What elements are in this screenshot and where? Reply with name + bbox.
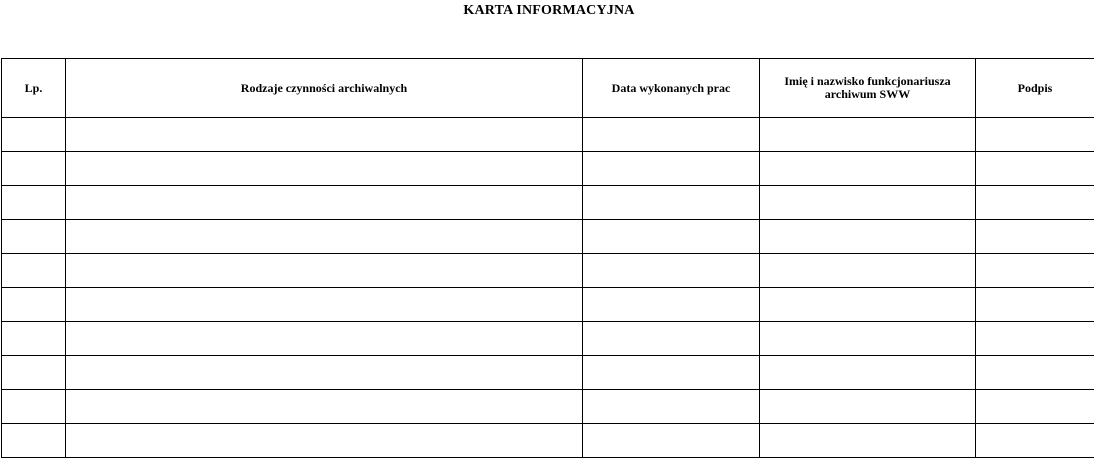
cell-work-date[interactable] bbox=[583, 118, 760, 152]
cell-activity-type[interactable] bbox=[66, 186, 583, 220]
cell-activity-type[interactable] bbox=[66, 288, 583, 322]
cell-officer-name[interactable] bbox=[760, 186, 976, 220]
table-row bbox=[2, 356, 1094, 390]
cell-work-date[interactable] bbox=[583, 220, 760, 254]
cell-signature[interactable] bbox=[976, 424, 1094, 458]
header-lp: Lp. bbox=[2, 59, 66, 118]
header-signature: Podpis bbox=[976, 59, 1094, 118]
cell-signature[interactable] bbox=[976, 152, 1094, 186]
cell-lp[interactable] bbox=[2, 152, 66, 186]
cell-activity-type[interactable] bbox=[66, 220, 583, 254]
cell-officer-name[interactable] bbox=[760, 220, 976, 254]
cell-lp[interactable] bbox=[2, 390, 66, 424]
cell-officer-name[interactable] bbox=[760, 424, 976, 458]
cell-activity-type[interactable] bbox=[66, 118, 583, 152]
cell-lp[interactable] bbox=[2, 288, 66, 322]
cell-officer-name[interactable] bbox=[760, 322, 976, 356]
cell-officer-name[interactable] bbox=[760, 254, 976, 288]
table-row bbox=[2, 322, 1094, 356]
cell-lp[interactable] bbox=[2, 254, 66, 288]
table-row bbox=[2, 390, 1094, 424]
table-row bbox=[2, 288, 1094, 322]
header-work-date: Data wykonanych prac bbox=[583, 59, 760, 118]
cell-signature[interactable] bbox=[976, 288, 1094, 322]
cell-signature[interactable] bbox=[976, 390, 1094, 424]
cell-work-date[interactable] bbox=[583, 152, 760, 186]
cell-signature[interactable] bbox=[976, 118, 1094, 152]
table-row bbox=[2, 254, 1094, 288]
cell-activity-type[interactable] bbox=[66, 152, 583, 186]
table-body bbox=[2, 118, 1094, 458]
cell-work-date[interactable] bbox=[583, 390, 760, 424]
cell-officer-name[interactable] bbox=[760, 288, 976, 322]
cell-lp[interactable] bbox=[2, 186, 66, 220]
cell-lp[interactable] bbox=[2, 118, 66, 152]
cell-work-date[interactable] bbox=[583, 288, 760, 322]
header-officer-name: Imię i nazwisko funkcjonariusza archiwum SWW bbox=[760, 59, 976, 118]
header-activity-types: Rodzaje czynności archiwalnych bbox=[66, 59, 583, 118]
cell-officer-name[interactable] bbox=[760, 356, 976, 390]
cell-activity-type[interactable] bbox=[66, 424, 583, 458]
header-row bbox=[2, 59, 1094, 118]
cell-lp[interactable] bbox=[2, 424, 66, 458]
cell-activity-type[interactable] bbox=[66, 390, 583, 424]
form-title: KARTA INFORMACYJNA bbox=[463, 3, 635, 18]
cell-signature[interactable] bbox=[976, 186, 1094, 220]
cell-activity-type[interactable] bbox=[66, 322, 583, 356]
cell-officer-name[interactable] bbox=[760, 152, 976, 186]
cell-lp[interactable] bbox=[2, 356, 66, 390]
cell-work-date[interactable] bbox=[583, 424, 760, 458]
table-row bbox=[2, 220, 1094, 254]
table-row bbox=[2, 152, 1094, 186]
cell-signature[interactable] bbox=[976, 254, 1094, 288]
cell-signature[interactable] bbox=[976, 220, 1094, 254]
cell-work-date[interactable] bbox=[583, 322, 760, 356]
table-row bbox=[2, 186, 1094, 220]
cell-work-date[interactable] bbox=[583, 186, 760, 220]
cell-officer-name[interactable] bbox=[760, 390, 976, 424]
cell-signature[interactable] bbox=[976, 356, 1094, 390]
cell-activity-type[interactable] bbox=[66, 356, 583, 390]
cell-lp[interactable] bbox=[2, 322, 66, 356]
cell-work-date[interactable] bbox=[583, 254, 760, 288]
table-row bbox=[2, 118, 1094, 152]
cell-signature[interactable] bbox=[976, 322, 1094, 356]
cell-lp[interactable] bbox=[2, 220, 66, 254]
table-row bbox=[2, 424, 1094, 458]
cell-officer-name[interactable] bbox=[760, 118, 976, 152]
cell-activity-type[interactable] bbox=[66, 254, 583, 288]
info-table bbox=[1, 58, 1094, 458]
cell-work-date[interactable] bbox=[583, 356, 760, 390]
